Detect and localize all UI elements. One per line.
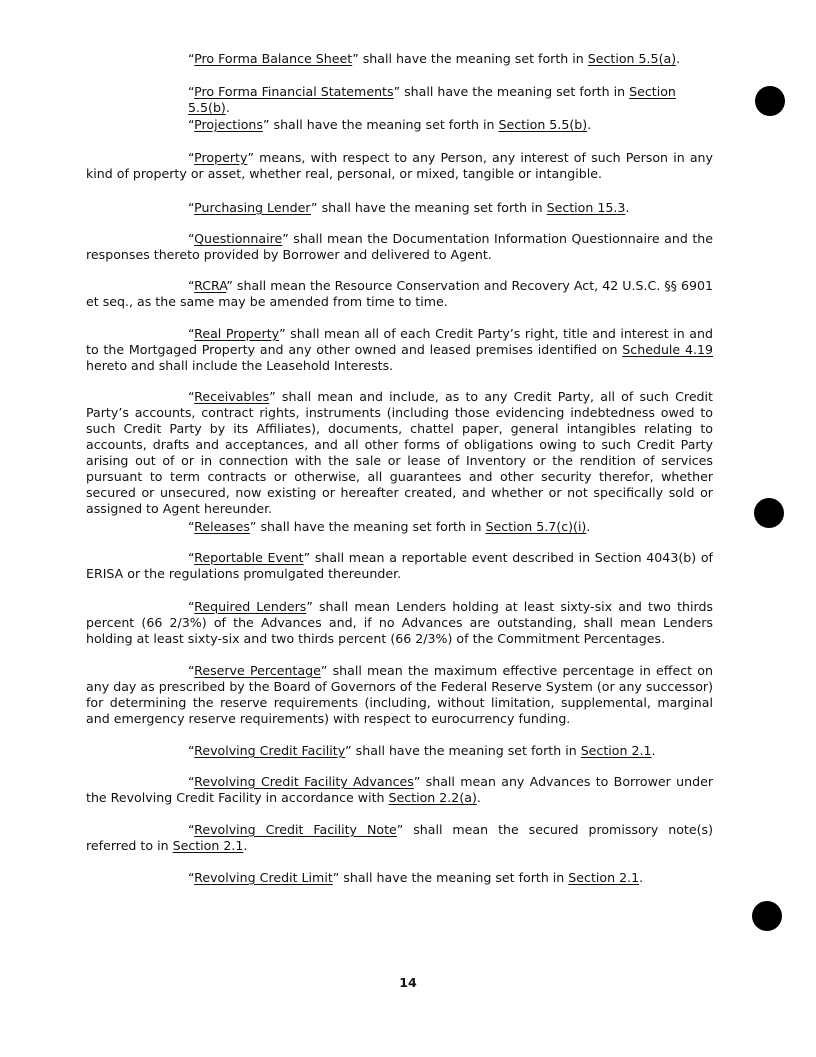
definition-text: “ xyxy=(188,663,195,678)
punch-hole-middle xyxy=(754,498,784,528)
definition-text: “ xyxy=(188,519,195,534)
definition-text: ” shall mean Lenders holding at least sixty-six and two thirds percent (66 2/3%) of the Advances and, if no Advances are outstanding, shall mean Lenders holding at least sixty-six and two thirds percent (66 2/3%) of the Commitment Percentages. xyxy=(86,599,713,646)
defined-term: Purchasing Lender xyxy=(194,200,312,215)
defined-term: Releases xyxy=(194,519,250,534)
definition-text: . xyxy=(651,743,656,758)
definition-revolving-credit-facility xyxy=(188,743,713,759)
definition-text: . xyxy=(587,117,592,132)
defined-term: Revolving Credit Facility Advances xyxy=(194,774,414,789)
cross-reference: Section 15.3 xyxy=(546,200,626,215)
definition-text: . xyxy=(639,870,644,885)
definition-text: . xyxy=(225,100,230,115)
definition-text: ” shall mean a reportable event described in Section 4043(b) of ERISA or the regulations promulgated thereunder. xyxy=(86,550,713,581)
definition-text: ” shall mean the Documentation Information Questionnaire and the responses thereto provided by Borrower and delivered to Agent. xyxy=(86,231,713,262)
cross-reference: Section 5.5(b) xyxy=(188,84,676,115)
definition-text: “ xyxy=(188,774,195,789)
defined-term: Revolving Credit Facility Note xyxy=(194,822,397,837)
definition-text: ” shall mean the maximum effective percentage in effect on any day as prescribed by the Board of Governors of the Federal Reserve System (or any successor) for determining the reserve requirements (including, without limitation, supplemental, marginal and emergency reserve requirements) with respect to eurocurrency funding. xyxy=(86,663,713,726)
cross-reference: Section 5.7(c)(i) xyxy=(485,519,587,534)
defined-term: Receivables xyxy=(194,389,270,404)
definition-pro-forma-balance-sheet xyxy=(188,51,713,67)
defined-term: Reportable Event xyxy=(194,550,304,565)
definition-text: ” shall have the meaning set forth in xyxy=(393,84,630,99)
definition-text: “ xyxy=(188,599,195,614)
defined-term: Revolving Credit Facility xyxy=(194,743,346,758)
definition-text: “ xyxy=(188,870,195,885)
definition-rcra xyxy=(86,278,713,310)
definition-text: “ xyxy=(188,278,195,293)
cross-reference: Section 2.1 xyxy=(568,870,640,885)
definition-pro-forma-financial-statements xyxy=(188,84,713,116)
definition-real-property xyxy=(86,326,713,374)
definition-text: . xyxy=(625,200,630,215)
definition-property xyxy=(86,150,713,182)
definition-reserve-percentage xyxy=(86,663,713,727)
definition-text: . xyxy=(676,51,681,66)
defined-term: Projections xyxy=(194,117,263,132)
definition-receivables xyxy=(86,389,713,517)
definition-text: “ xyxy=(188,389,195,404)
definition-releases xyxy=(188,519,713,535)
definition-text: “ xyxy=(188,231,195,246)
definition-text: ” shall mean and include, as to any Credit Party, all of such Credit Party’s accounts, contract rights, instruments (including those evidencing indebtedness owed to such Credit Party by its Affiliates), documents, chattel paper, general intangibles relating to accounts, drafts and acceptances, and all other forms of obligations owing to such Credit Party arising out of or in connection with the sale or lease of Inventory or the rendition of services pursuant to term contracts or otherwise, all guarantees and other security therefor, whether secured or unsecured, now existing or hereafter created, and whether or not specifically sold or assigned to Agent hereunder. xyxy=(86,389,713,516)
definition-text: ” shall have the meaning set forth in xyxy=(249,519,486,534)
definition-revolving-credit-facility-advances xyxy=(86,774,713,806)
definition-text: “ xyxy=(188,743,195,758)
definition-text: ” shall mean the secured promissory note(s) referred to in xyxy=(86,822,713,853)
cross-reference: Section 5.5(a) xyxy=(587,51,677,66)
definition-text: “ xyxy=(188,51,195,66)
page-number: 14 xyxy=(399,975,417,990)
defined-term: Reserve Percentage xyxy=(194,663,321,678)
cross-reference: Section 2.1 xyxy=(172,838,244,853)
defined-term: Pro Forma Balance Sheet xyxy=(194,51,353,66)
definition-reportable-event xyxy=(86,550,713,582)
defined-term: Questionnaire xyxy=(194,231,283,246)
definition-text: “ xyxy=(188,150,195,165)
definition-projections xyxy=(188,117,713,133)
definition-text: “ xyxy=(188,117,195,132)
definition-text: ” shall have the meaning set forth in xyxy=(262,117,499,132)
definition-text: “ xyxy=(188,84,195,99)
defined-term: Real Property xyxy=(194,326,280,341)
definition-text: “ xyxy=(188,326,195,341)
defined-term: Revolving Credit Limit xyxy=(194,870,333,885)
definition-text: ” shall have the meaning set forth in xyxy=(311,200,547,215)
definition-text: hereto and shall include the Leasehold Interests. xyxy=(86,358,394,373)
definition-text: . xyxy=(586,519,591,534)
definition-required-lenders xyxy=(86,599,713,647)
punch-hole-bottom xyxy=(752,901,782,931)
definition-text: ” means, with respect to any Person, any interest of such Person in any kind of property or asset, whether real, personal, or mixed, tangible or intangible. xyxy=(86,150,713,181)
definition-questionnaire xyxy=(86,231,713,263)
defined-term: Pro Forma Financial Statements xyxy=(194,84,394,99)
definition-text: “ xyxy=(188,550,195,565)
cross-reference: Section 2.1 xyxy=(580,743,652,758)
definition-text: ” shall mean the Resource Conservation and Recovery Act, 42 U.S.C. §§ 6901 et seq., as the same may be amended from time to time. xyxy=(86,278,713,309)
definition-text: ” shall mean any Advances to Borrower under the Revolving Credit Facility in accordance with xyxy=(86,774,714,805)
definition-purchasing-lender xyxy=(188,200,713,216)
definition-text: . xyxy=(243,838,248,853)
cross-reference: Section 5.5(b) xyxy=(498,117,588,132)
definition-text: ” shall mean all of each Credit Party’s right, title and interest in and to the Mortgaged Property and any other owned and leased premises identified on xyxy=(86,326,713,357)
punch-hole-top xyxy=(755,86,785,116)
defined-term: Required Lenders xyxy=(194,599,307,614)
definition-text: ” shall have the meaning set forth in xyxy=(352,51,588,66)
definition-text: ” shall have the meaning set forth in xyxy=(332,870,569,885)
definition-text: ” shall have the meaning set forth in xyxy=(345,743,581,758)
definition-revolving-credit-facility-note xyxy=(86,822,713,854)
definition-text: . xyxy=(476,790,481,805)
definition-text: “ xyxy=(188,200,195,215)
defined-term: RCRA xyxy=(194,278,227,293)
cross-reference: Section 2.2(a) xyxy=(388,790,477,805)
defined-term: Property xyxy=(194,150,248,165)
definition-revolving-credit-limit xyxy=(188,870,713,886)
cross-reference: Schedule 4.19 xyxy=(622,342,713,357)
definition-text: “ xyxy=(188,822,195,837)
